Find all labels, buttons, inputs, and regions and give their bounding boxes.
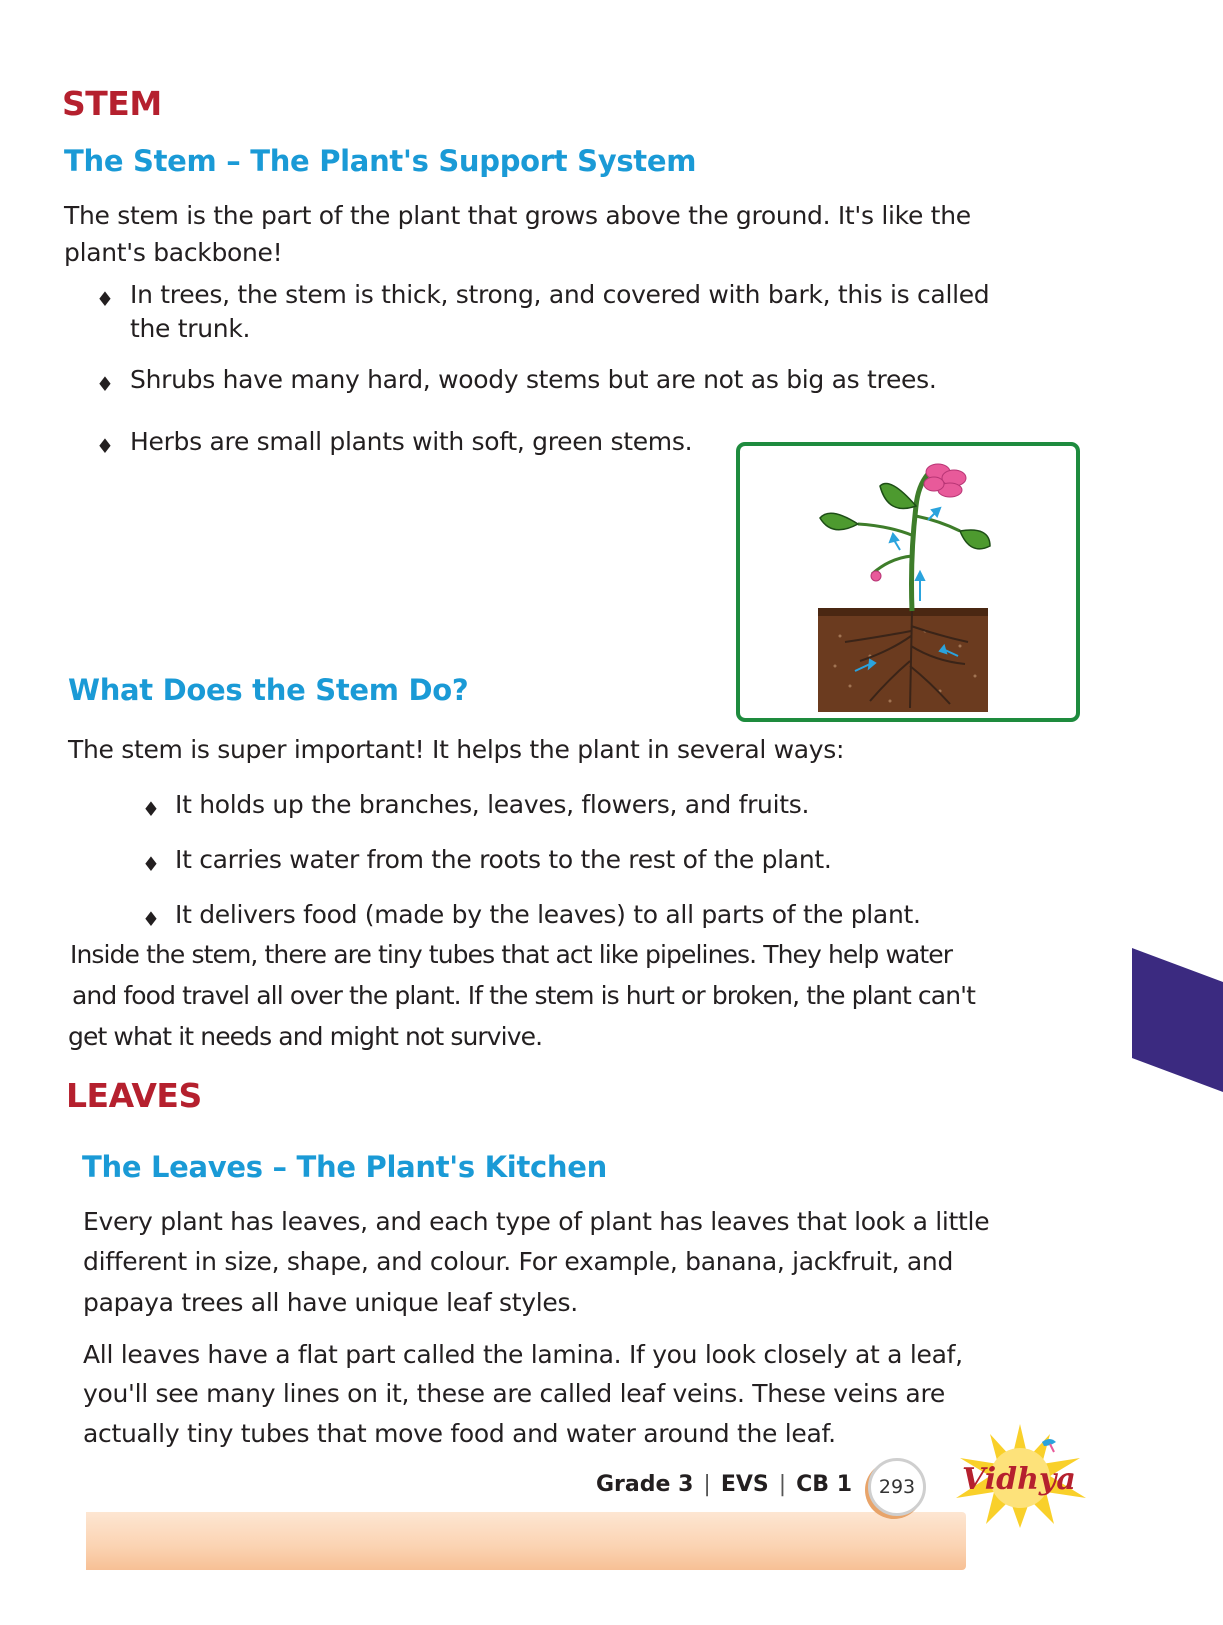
stem-paragraph-line-2: and food travel all over the plant. If the stem is hurt or broken, the plant can't <box>72 981 976 1010</box>
stem-type-trees-line-2: the trunk. <box>130 314 251 343</box>
diamond-bullet-icon: ♦ <box>142 852 160 876</box>
side-tab-decoration <box>1132 948 1223 1092</box>
leaves-p2-line-2: you'll see many lines on it, these are called leaf veins. These veins are <box>83 1379 945 1408</box>
stem-section-heading: STEM <box>62 84 162 123</box>
stem-paragraph-line-3: get what it needs and might not survive. <box>68 1022 543 1051</box>
footer-band <box>86 1512 966 1570</box>
stem-type-trees-line-1: In trees, the stem is thick, strong, and covered with bark, this is called <box>130 280 990 309</box>
diamond-bullet-icon: ♦ <box>142 797 160 821</box>
stem-functions-intro: The stem is super important! It helps the plant in several ways: <box>68 735 845 764</box>
footer-subject: EVS <box>720 1472 769 1497</box>
leaves-p2-line-3: actually tiny tubes that move food and water around the leaf. <box>83 1419 836 1448</box>
stem-intro-line-2: plant's backbone! <box>64 238 283 267</box>
stem-function-item: It holds up the branches, leaves, flowers, and fruits. <box>175 790 810 819</box>
footer-book: CB 1 <box>796 1472 853 1497</box>
stem-intro-line-1: The stem is the part of the plant that grows above the ground. It's like the <box>64 201 971 230</box>
plant-illustration <box>740 446 1076 718</box>
footer-separator: | <box>703 1472 711 1497</box>
footer-grade: Grade 3 <box>596 1472 694 1497</box>
footer-separator: | <box>778 1472 787 1497</box>
page-number: 293 <box>868 1458 926 1516</box>
stem-type-shrubs: Shrubs have many hard, woody stems but are not as big as trees. <box>130 365 937 394</box>
leaves-p1-line-3: papaya trees all have unique leaf styles. <box>83 1288 578 1317</box>
vidhya-logo <box>950 1420 1090 1530</box>
leaves-p1-line-2: different in size, shape, and colour. For example, banana, jackfruit, and <box>83 1247 954 1276</box>
diamond-bullet-icon: ♦ <box>96 287 114 311</box>
stem-functions-heading: What Does the Stem Do? <box>68 673 469 707</box>
footer-label <box>596 1471 852 1499</box>
diamond-bullet-icon: ♦ <box>96 372 114 396</box>
leaves-p1-line-1: Every plant has leaves, and each type of plant has leaves that look a little <box>83 1207 990 1236</box>
stem-type-herbs: Herbs are small plants with soft, green stems. <box>130 427 693 456</box>
stem-function-item: It delivers food (made by the leaves) to all parts of the plant. <box>175 900 921 929</box>
plant-illustration-frame <box>736 442 1080 722</box>
leaves-section-heading: LEAVES <box>66 1076 202 1115</box>
stem-paragraph-line-1: Inside the stem, there are tiny tubes that act like pipelines. They help water <box>70 940 953 969</box>
vidhya-brand-text: Vidhya <box>962 1462 1076 1497</box>
diamond-bullet-icon: ♦ <box>142 907 160 931</box>
leaves-subheading: The Leaves – The Plant's Kitchen <box>82 1150 607 1184</box>
stem-function-item: It carries water from the roots to the rest of the plant. <box>175 845 832 874</box>
leaves-p2-line-1: All leaves have a flat part called the lamina. If you look closely at a leaf, <box>83 1340 963 1369</box>
stem-subheading: The Stem – The Plant's Support System <box>64 144 697 178</box>
diamond-bullet-icon: ♦ <box>96 434 114 458</box>
